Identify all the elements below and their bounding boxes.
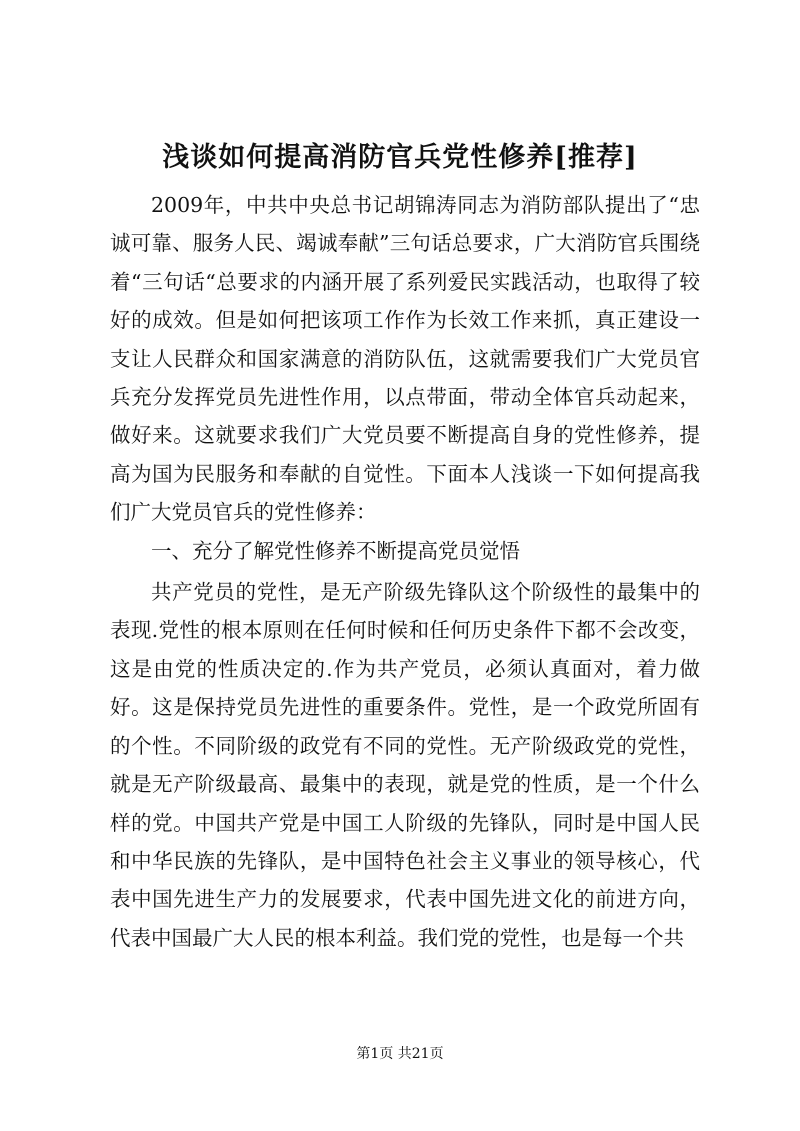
page-footer: 第1页 共21页	[356, 1046, 444, 1062]
document-title: 浅谈如何提高消防官兵党性修养[推荐]	[162, 142, 638, 173]
intro-paragraph: 2009年，中共中央总书记胡锦涛同志为消防部队提出了“忠诚可靠、服务人民、竭诚奉献”三句话总要求，广大消防官兵围绕着“三句话“总要求的内涵开展了系列爱民实践活动，也取得了较好的成效。但是如何把该项工作作为长效工作来抓，真正建设一支让人民群众和国家满意的消防队伍，这就需要我们广大党员官兵充分发挥党员先进性作用，以点带面，带动全体官兵动起来，做好来。这就要求我们广大党员要不断提高自身的党性修养，提高为国为民服务和奉献的自觉性。下面本人浅谈一下如何提高我们广大党员官兵的党性修养：	[110, 193, 700, 525]
section-paragraph: 共产党员的党性，是无产阶级先锋队这个阶级性的最集中的表现.党性的根本原则在任何时候和任何历史条件下都不会改变，这是由党的性质决定的.作为共产党员，必须认真面对，着力做好。这是保持党员先进性的重要条件。党性，是一个政党所固有的个性。不同阶级的政党有不同的党性。无产阶级政党的党性，就是无产阶级最高、最集中的表现，就是党的性质，是一个什么样的党。中国共产党是中国工人阶级的先锋队，同时是中国人民和中华民族的先锋队，是中国特色社会主义事业的领导核心，代表中国先进生产力的发展要求，代表中国先进文化的前进方向，代表中国最广大人民的根本利益。我们党的党性，也是每一个共	[110, 580, 700, 950]
document-body	[110, 186, 700, 957]
section-heading: 一、充分了解党性修养不断提高党员觉悟	[151, 538, 520, 563]
